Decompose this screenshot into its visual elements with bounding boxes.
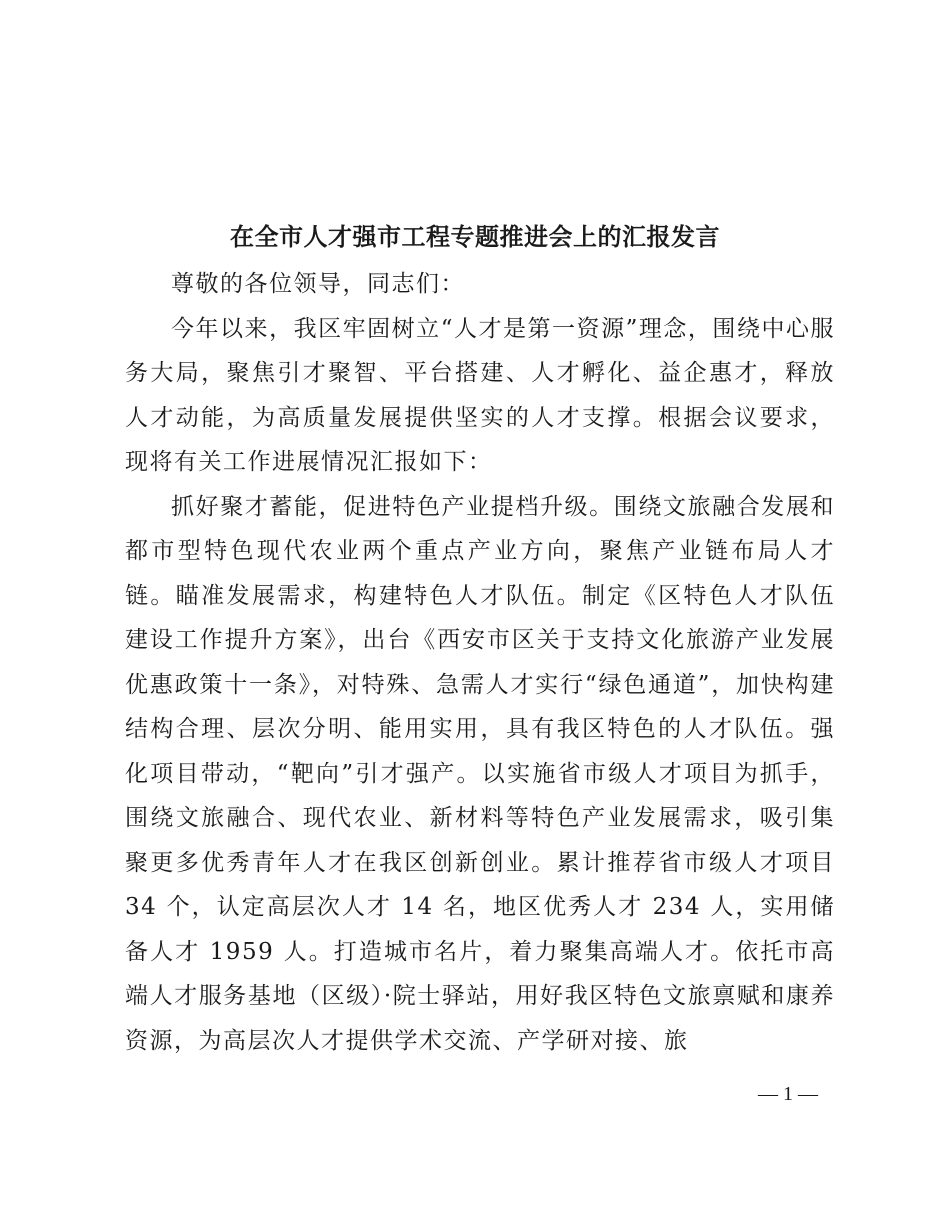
document-body <box>125 262 835 1063</box>
page-number: — 1 — <box>758 1083 818 1105</box>
salutation-paragraph: 尊敬的各位领导，同志们： <box>171 271 465 297</box>
document-title: 在全市人才强市工程专题推进会上的汇报发言 <box>230 222 720 251</box>
intro-paragraph: 今年以来，我区牢固树立“人才是第一资源”理念，围绕中心服务大局，聚焦引才聚智、平台搭建、人才孵化、益企惠才，释放人才动能，为高质量发展提供坚实的人才支撑。根据会议要求，现将有关工作进展情况汇报如下： <box>125 315 835 475</box>
section-paragraph: 抓好聚才蓄能，促进特色产业提档升级。围绕文旅融合发展和都市型特色现代农业两个重点产业方向，聚焦产业链布局人才链。瞄准发展需求，构建特色人才队伍。制定《区特色人才队伍建设工作提升方案》，出台《西安市区关于支持文化旅游产业发展优惠政策十一条》，对特殊、急需人才实行“绿色通道”，加快构建结构合理、层次分明、能用实用，具有我区特色的人才队伍。强化项目带动，“靶向”引才强产。以实施省市级人才项目为抓手，围绕文旅融合、现代农业、新材料等特色产业发展需求，吸引集聚更多优秀青年人才在我区创新创业。累计推荐省市级人才项目 34 个，认定高层次人才 14 名，地区优秀人才 234 人，实用储备人才 1959 人。打造城市名片，着力聚集高端人才。依托市高端人才服务基地（区级）·院士驿站，用好我区特色文旅禀赋和康养资源，为高层次人才提供学术交流、产学研对接、旅 <box>125 493 835 1054</box>
